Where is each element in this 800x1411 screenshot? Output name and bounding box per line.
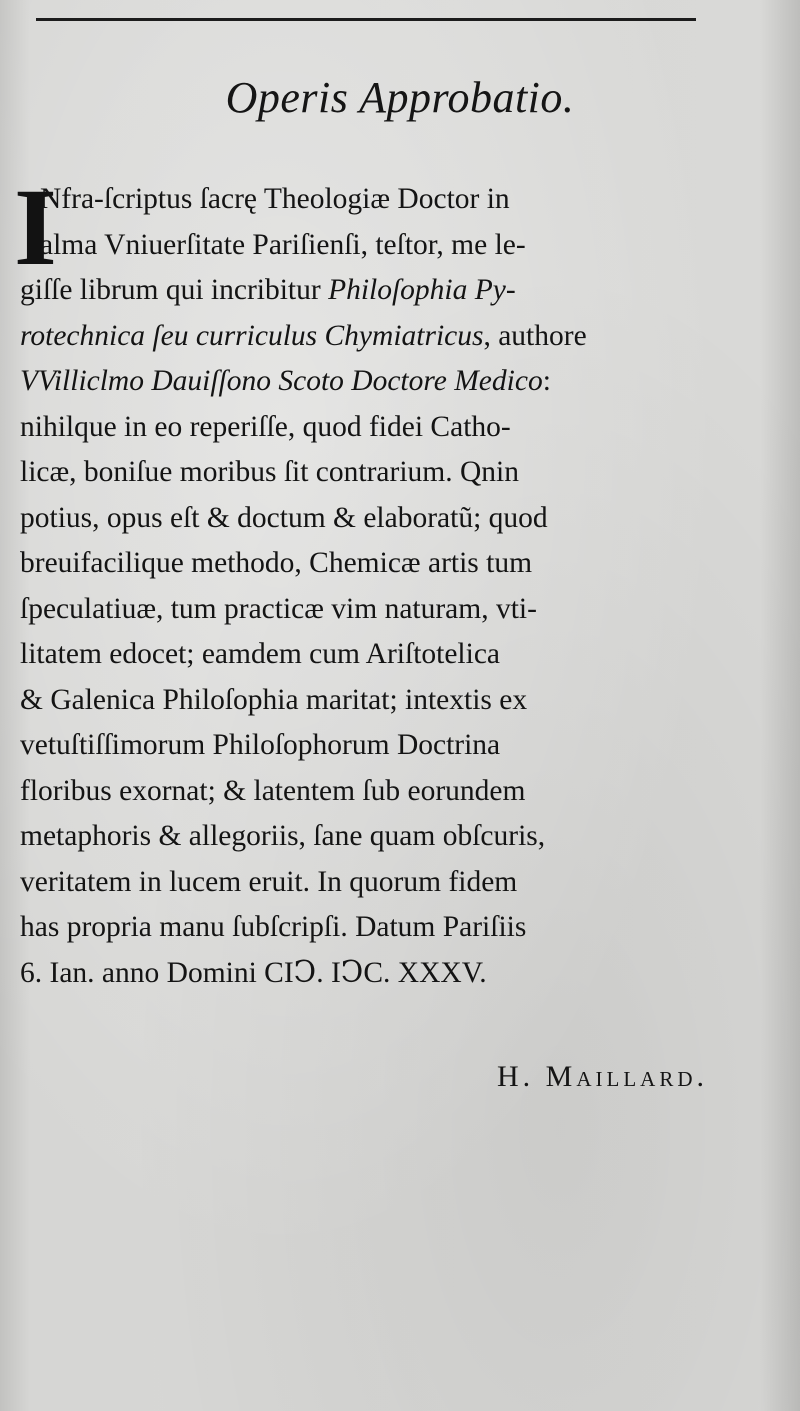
book-title-italic: rotechnica ſeu curriculus Chymiatricus [20, 319, 484, 352]
page-title: Operis Approbatio. [225, 73, 575, 122]
text-line [20, 359, 720, 405]
text-line: metaphoris & allegoriis, ſane quam obſcuris, [20, 820, 546, 852]
text-line: floribus exornat; & latentem ſub eorundem [20, 774, 526, 807]
text-segment: : [542, 365, 551, 397]
text-line [20, 268, 720, 314]
text-line: litatem edocet; eamdem cum Ariſtotelica [20, 638, 501, 670]
book-title-italic: Philoſophia Py- [328, 274, 516, 306]
author-name-italic: VVilliclmo Dauiſſono Scoto Doctore Medico [20, 365, 543, 397]
drop-cap: I [14, 166, 57, 288]
text-line: vetuſtiſſimorum Philoſophorum Doctrina [20, 729, 501, 761]
text-line: licæ, boniſue moribus ſit contrarium. Qnin [20, 456, 519, 488]
top-rule [36, 18, 696, 21]
text-line: alma Vniuerſitate Pariſienſi, teſtor, me le- [40, 228, 526, 261]
text-line: has propria manu ſubſcripſi. Datum Pariſiis [20, 911, 527, 943]
text-segment: , authore [483, 319, 587, 352]
text-line: veritatem in lucem eruit. In quorum fidem [20, 865, 518, 898]
text-line: Nfra-ſcriptus ſacrę Theologiæ Doctor in [40, 183, 510, 215]
text-line: breuifacilique methodo, Chemicæ artis tum [20, 547, 533, 579]
text-segment: giſſe librum qui incribitur [20, 274, 329, 306]
text-line: potius, opus eſt & doctum & elaboratũ; quod [20, 501, 548, 534]
signature: H. Maillard. [497, 1060, 708, 1093]
text-line [20, 314, 720, 360]
approbation-text [20, 177, 720, 996]
text-line: ſpeculatiuæ, tum practicæ vim naturam, vti- [20, 592, 537, 625]
text-line: nihilque in eo reperiſſe, quod fidei Catho- [20, 410, 511, 443]
text-line: 6. Ian. anno Domini CIↃ. IↃC. XXXV. [20, 956, 487, 989]
text-line: & Galenica Philoſophia maritat; intextis ex [20, 683, 528, 716]
